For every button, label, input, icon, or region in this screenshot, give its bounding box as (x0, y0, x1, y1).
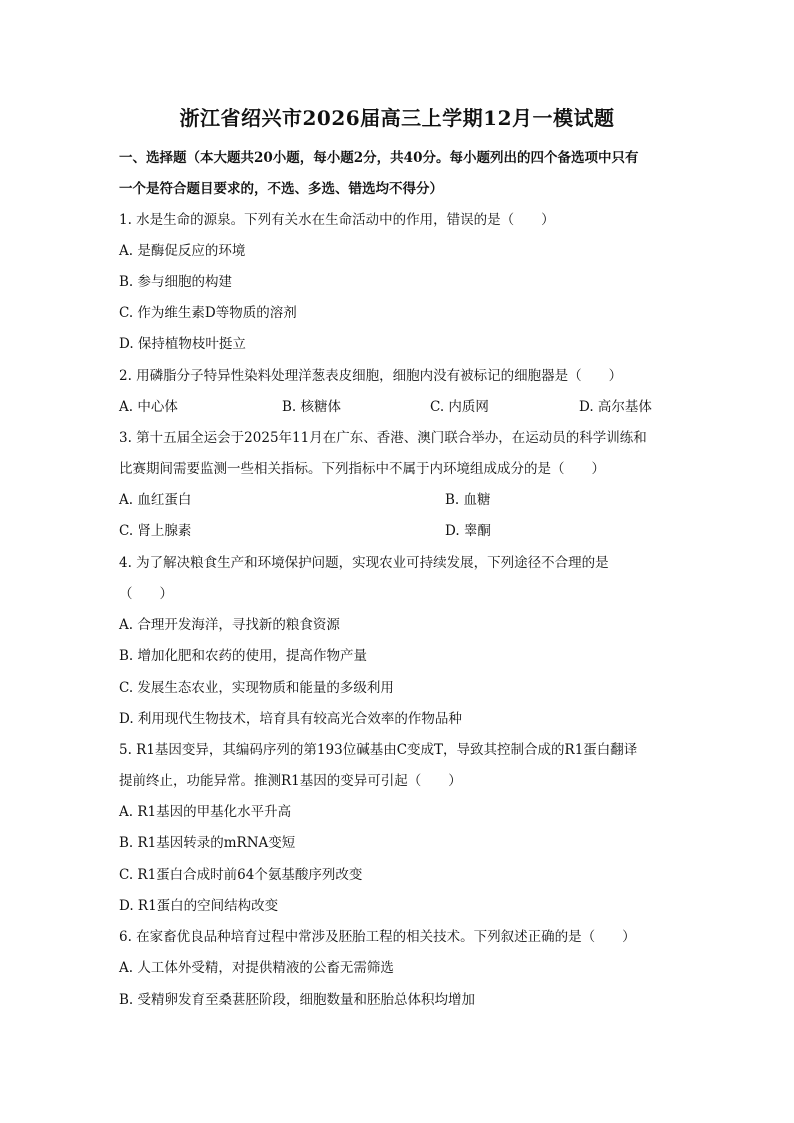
question-2-option-c: C. 内质网 (430, 399, 489, 415)
question-4-option-c: C. 发展生态农业，实现物质和能量的多级利用 (119, 680, 394, 696)
question-1-option-d: D. 保持植物枝叶挺立 (119, 336, 246, 352)
question-1-stem: 1. 水是生命的源泉。下列有关水在生命活动中的作用，错误的是（ ） (119, 212, 555, 228)
question-5-stem-line-2: 提前终止，功能异常。推测R1基因的变异可引起（ ） (119, 773, 462, 789)
question-5-option-a: A. R1基因的甲基化水平升高 (119, 804, 292, 820)
question-5-option-d: D. R1蛋白的空间结构改变 (119, 898, 279, 914)
question-4-option-a: A. 合理开发海洋，寻找新的粮食资源 (119, 617, 340, 633)
question-6-option-b: B. 受精卵发育至桑葚胚阶段，细胞数量和胚胎总体积均增加 (119, 992, 476, 1008)
question-3-option-d: D. 睾酮 (445, 523, 491, 539)
question-1-option-a: A. 是酶促反应的环境 (119, 243, 246, 259)
question-5-option-c: C. R1蛋白合成时前64个氨基酸序列改变 (119, 867, 363, 883)
question-3-option-a: A. 血红蛋白 (119, 492, 192, 508)
question-3-option-c: C. 肾上腺素 (119, 523, 192, 539)
question-5-stem-line-1: 5. R1基因变异，其编码序列的第193位碱基由C变成T，导致其控制合成的R1蛋白翻译 (119, 742, 638, 758)
question-1-option-c: C. 作为维生素D等物质的溶剂 (119, 305, 297, 321)
question-4-stem-line-2: （ ） (119, 586, 173, 602)
question-4-option-d: D. 利用现代生物技术，培育具有较高光合效率的作物品种 (119, 711, 462, 727)
question-3-stem-line-2: 比赛期间需要监测一些相关指标。下列指标中不属于内环境组成成分的是（ ） (119, 461, 605, 477)
question-4-option-b: B. 增加化肥和农药的使用，提高作物产量 (119, 648, 368, 664)
question-4-stem-line-1: 4. 为了解决粮食生产和环境保护问题，实现农业可持续发展，下列途径不合理的是 (119, 555, 609, 571)
question-2-stem: 2. 用磷脂分子特异性染料处理洋葱表皮细胞，细胞内没有被标记的细胞器是（ ） (119, 368, 623, 384)
question-5-option-b: B. R1基因转录的mRNA变短 (119, 835, 296, 851)
question-2-option-b: B. 核糖体 (282, 399, 342, 415)
question-6-option-a: A. 人工体外受精，对提供精液的公畜无需筛选 (119, 960, 394, 976)
exam-title: 浙江省绍兴市2026届高三上学期12月一模试题 (179, 106, 615, 130)
question-6-stem: 6. 在家畜优良品种培育过程中常涉及胚胎工程的相关技术。下列叙述正确的是（ ） (119, 929, 636, 945)
question-2-option-d: D. 高尔基体 (579, 399, 652, 415)
section-instructions-line-2: 一个是符合题目要求的，不选、多选、错选均不得分） (119, 181, 443, 197)
question-3-option-b: B. 血糖 (445, 492, 491, 508)
section-instructions-line-1: 一、选择题（本大题共20小题，每小题2分，共40分。每小题列出的四个备选项中只有 (119, 150, 639, 166)
question-2-option-a: A. 中心体 (119, 399, 178, 415)
question-1-option-b: B. 参与细胞的构建 (119, 274, 233, 290)
question-3-stem-line-1: 3. 第十五届全运会于2025年11月在广东、香港、澳门联合举办，在运动员的科学训练和 (119, 430, 647, 446)
